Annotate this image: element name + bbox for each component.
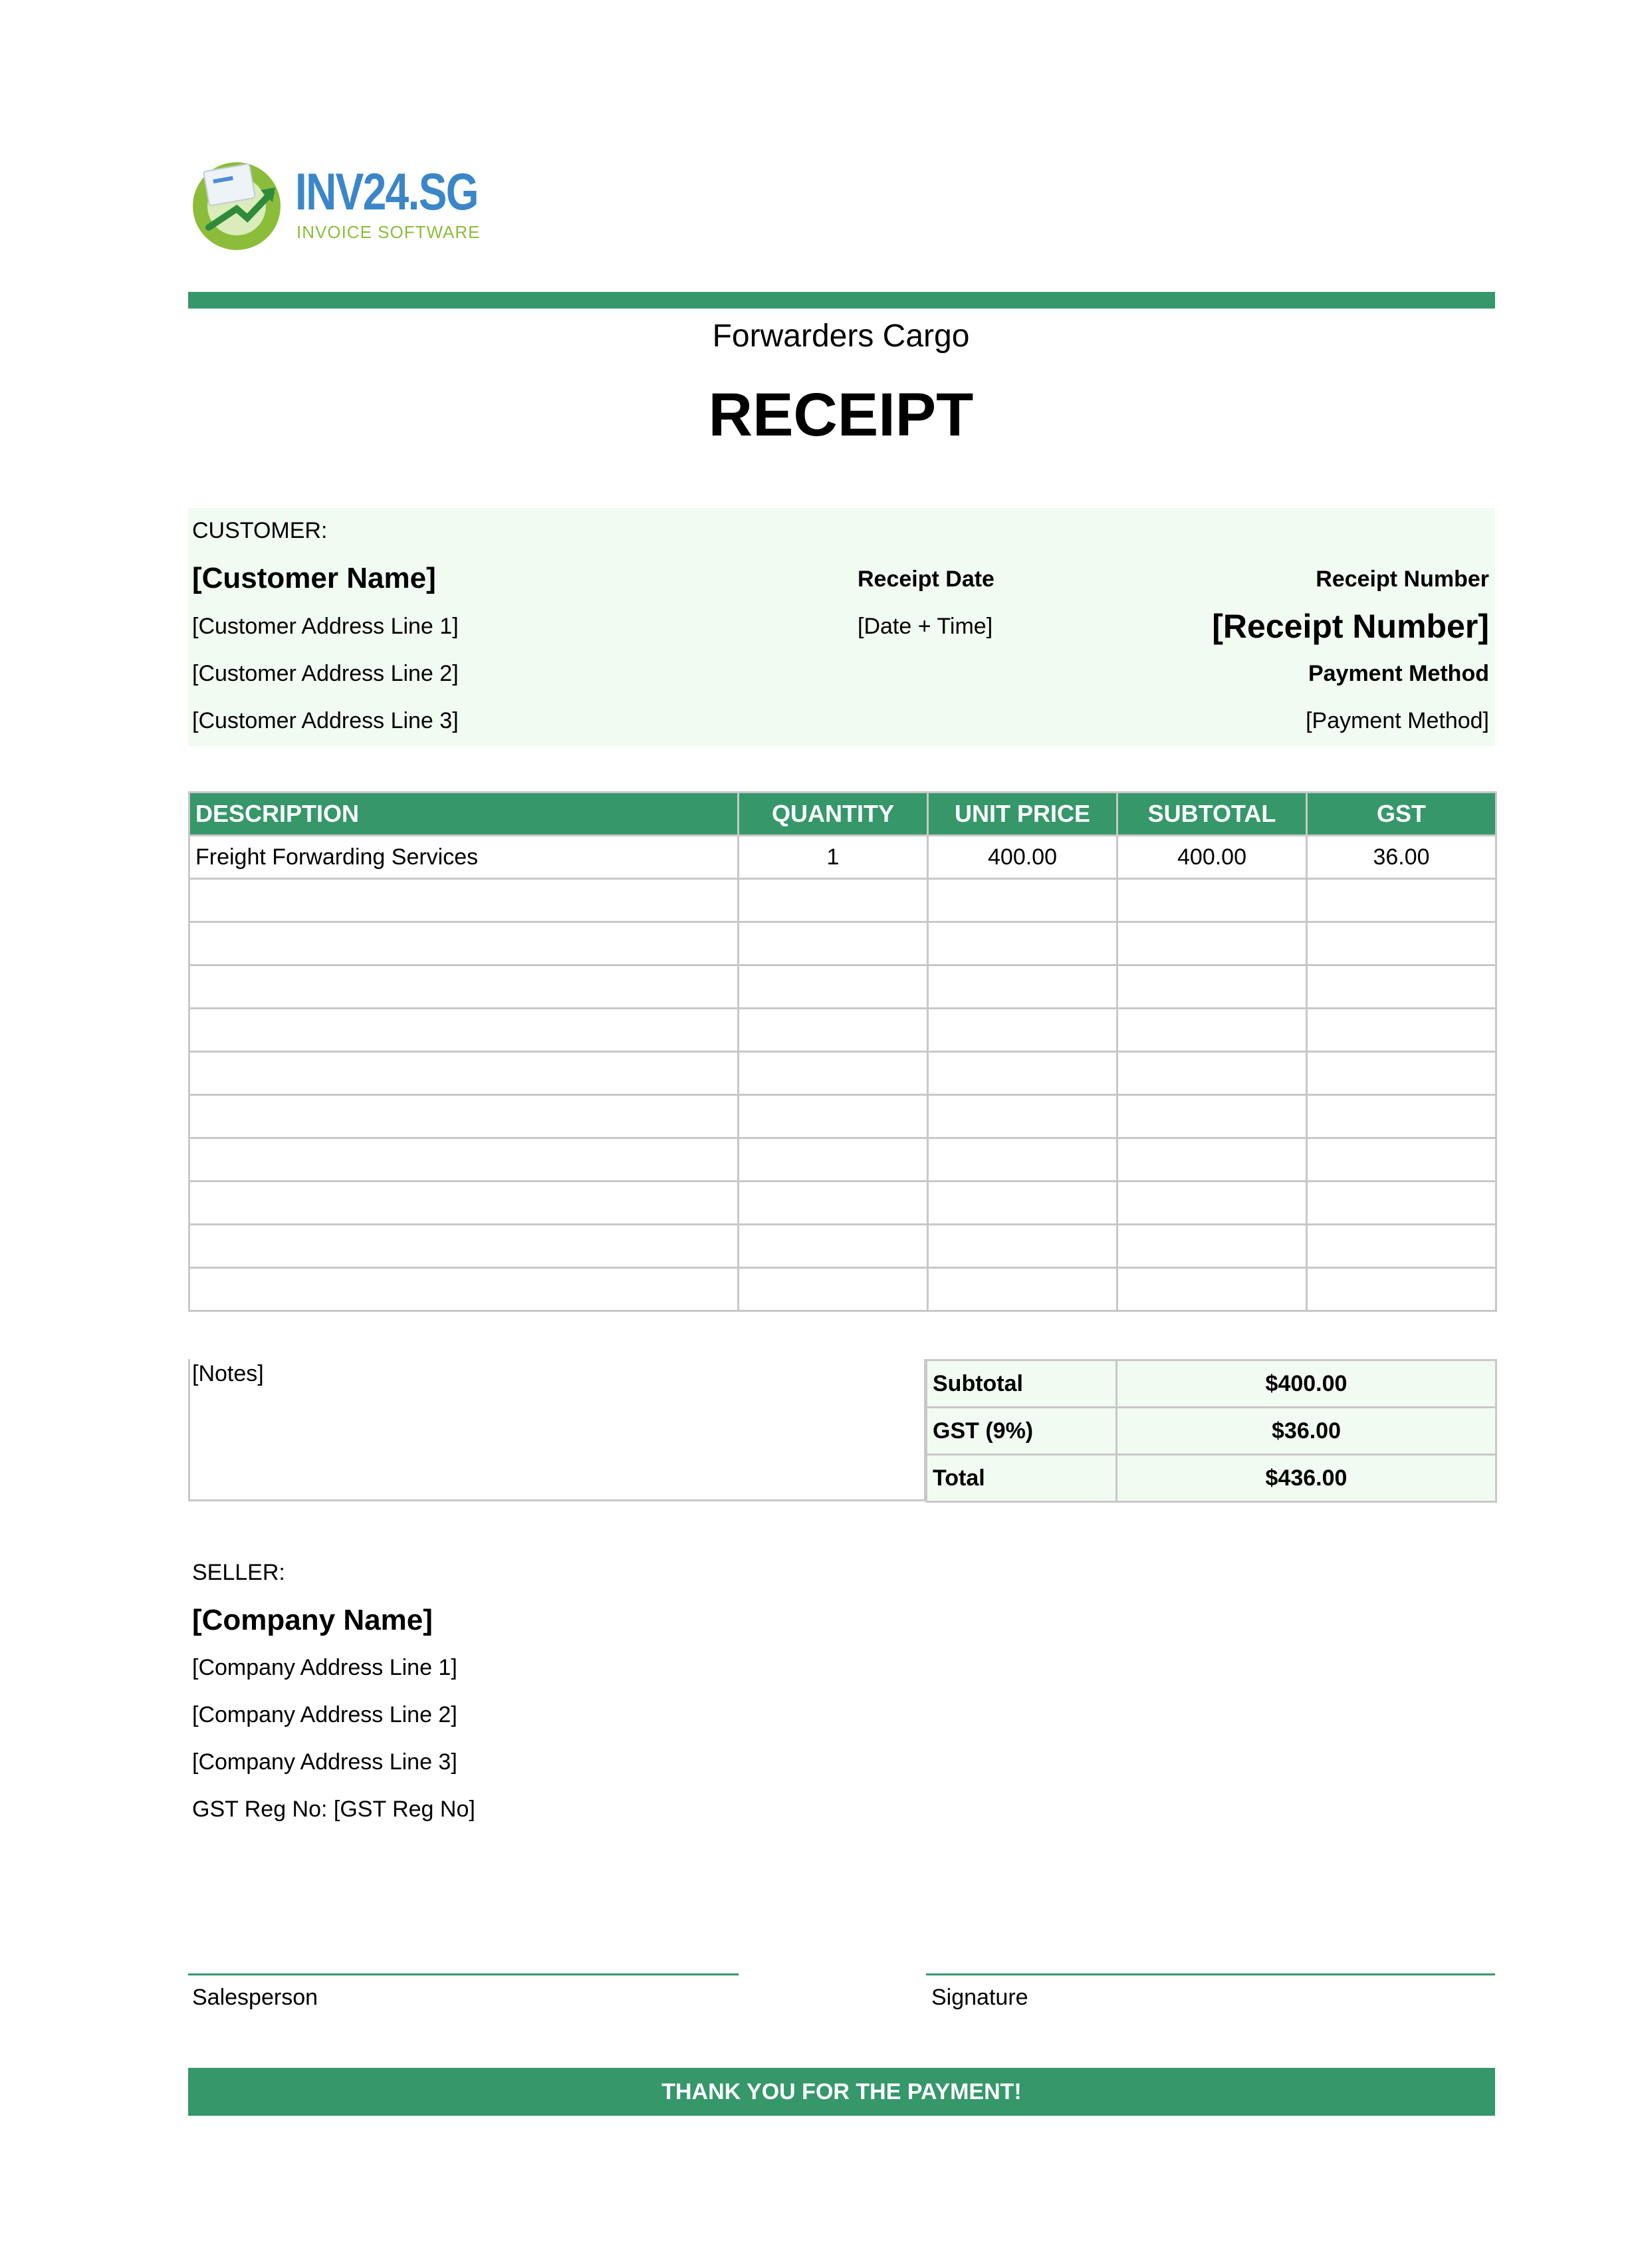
totals-value: $36.00 <box>1117 1408 1496 1455</box>
cell-quantity <box>739 1095 928 1138</box>
payment-method-value: [Payment Method] <box>1306 708 1489 733</box>
table-row <box>189 965 1496 1009</box>
cell-subtotal <box>1117 879 1307 922</box>
column-header-quantity: QUANTITY <box>739 793 928 836</box>
cell-subtotal <box>1117 922 1307 965</box>
cell-gst: 36.00 <box>1307 836 1496 879</box>
items-table <box>188 791 1497 1312</box>
table-row <box>189 1095 1496 1138</box>
cell-description <box>189 1095 739 1138</box>
cell-quantity <box>739 1182 928 1225</box>
cell-quantity <box>739 922 928 965</box>
cell-description <box>189 1225 739 1268</box>
seller-address-line-2: [Company Address Line 2] <box>192 1702 457 1727</box>
cell-quantity <box>739 1052 928 1095</box>
table-row <box>189 1182 1496 1225</box>
cell-quantity: 1 <box>739 836 928 879</box>
seller-gst-reg-no: GST Reg No: [GST Reg No] <box>192 1797 475 1822</box>
cell-quantity <box>739 879 928 922</box>
cell-gst <box>1307 1095 1496 1138</box>
receipt-date-label: Receipt Date <box>858 567 994 592</box>
customer-name: [Customer Name] <box>192 562 436 594</box>
salesperson-label: Salesperson <box>192 1985 318 2010</box>
cell-description <box>189 965 739 1009</box>
signature-label: Signature <box>931 1985 1028 2010</box>
cell-unit-price <box>928 1268 1117 1311</box>
footer-thank-you-bar: THANK YOU FOR THE PAYMENT! <box>188 2068 1495 2116</box>
receipt-number-label: Receipt Number <box>1316 567 1489 592</box>
cell-subtotal <box>1117 1182 1307 1225</box>
customer-address-line-3: [Customer Address Line 3] <box>192 708 459 733</box>
cell-quantity <box>739 1225 928 1268</box>
cell-unit-price <box>928 879 1117 922</box>
company-heading: Forwarders Cargo <box>712 318 970 354</box>
cell-gst <box>1307 1138 1496 1182</box>
cell-gst <box>1307 922 1496 965</box>
column-header-description: DESCRIPTION <box>189 793 739 836</box>
signature-line <box>926 1973 1495 1975</box>
seller-company-name: [Company Name] <box>192 1604 433 1636</box>
seller-label: SELLER: <box>192 1560 285 1585</box>
totals-table <box>925 1359 1497 1503</box>
cell-quantity <box>739 1268 928 1311</box>
table-row <box>189 1138 1496 1182</box>
cell-unit-price <box>928 965 1117 1009</box>
cell-description <box>189 1268 739 1311</box>
cell-unit-price <box>928 1225 1117 1268</box>
seller-address-line-1: [Company Address Line 1] <box>192 1655 457 1680</box>
cell-gst <box>1307 879 1496 922</box>
cell-unit-price <box>928 1009 1117 1052</box>
totals-row-total <box>927 1455 1496 1502</box>
cell-description <box>189 1138 739 1182</box>
cell-description <box>189 1182 739 1225</box>
cell-subtotal <box>1117 1268 1307 1311</box>
cell-subtotal: 400.00 <box>1117 836 1307 879</box>
table-row <box>189 1052 1496 1095</box>
cell-subtotal <box>1117 965 1307 1009</box>
totals-row-subtotal <box>927 1360 1496 1408</box>
cell-quantity <box>739 1138 928 1182</box>
cell-unit-price <box>928 922 1117 965</box>
notes-box <box>188 1359 926 1501</box>
cell-unit-price <box>928 1182 1117 1225</box>
totals-label: GST (9%) <box>927 1408 1117 1455</box>
totals-row-gst <box>927 1408 1496 1455</box>
cell-description <box>189 879 739 922</box>
totals-value: $400.00 <box>1117 1360 1496 1408</box>
table-row <box>189 836 1496 879</box>
logo-brand: INV24.SG <box>295 162 478 221</box>
cell-description <box>189 922 739 965</box>
column-header-unit-price: UNIT PRICE <box>928 793 1117 836</box>
totals-label: Total <box>927 1455 1117 1502</box>
cell-description <box>189 1052 739 1095</box>
salesperson-signature-line <box>188 1973 739 1975</box>
cell-unit-price <box>928 1052 1117 1095</box>
cell-subtotal <box>1117 1052 1307 1095</box>
payment-method-label: Payment Method <box>1308 661 1489 686</box>
cell-subtotal <box>1117 1009 1307 1052</box>
customer-address-line-2: [Customer Address Line 2] <box>192 661 459 686</box>
column-header-subtotal: SUBTOTAL <box>1117 793 1307 836</box>
cell-subtotal <box>1117 1225 1307 1268</box>
totals-label: Subtotal <box>927 1360 1117 1408</box>
cell-subtotal <box>1117 1095 1307 1138</box>
customer-address-line-1: [Customer Address Line 1] <box>192 614 459 639</box>
cell-quantity <box>739 1009 928 1052</box>
table-header-row <box>189 793 1496 836</box>
logo-tagline: INVOICE SOFTWARE <box>296 222 481 242</box>
receipt-date-value: [Date + Time] <box>858 614 993 639</box>
table-row <box>189 1225 1496 1268</box>
table-row <box>189 1009 1496 1052</box>
cell-gst <box>1307 1052 1496 1095</box>
receipt-number-value: [Receipt Number] <box>1212 608 1489 645</box>
cell-gst <box>1307 965 1496 1009</box>
cell-gst <box>1307 1225 1496 1268</box>
cell-unit-price: 400.00 <box>928 836 1117 879</box>
cell-description <box>189 1009 739 1052</box>
totals-value: $436.00 <box>1117 1455 1496 1502</box>
seller-address-line-3: [Company Address Line 3] <box>192 1749 457 1775</box>
cell-subtotal <box>1117 1138 1307 1182</box>
top-accent-bar <box>188 292 1495 309</box>
cell-unit-price <box>928 1138 1117 1182</box>
cell-description: Freight Forwarding Services <box>189 836 739 879</box>
table-row <box>189 879 1496 922</box>
page-title: RECEIPT <box>708 381 974 449</box>
customer-label: CUSTOMER: <box>192 518 328 543</box>
table-row <box>189 922 1496 965</box>
table-row <box>189 1268 1496 1311</box>
cell-unit-price <box>928 1095 1117 1138</box>
cell-gst <box>1307 1268 1496 1311</box>
notes-text: [Notes] <box>192 1361 264 1386</box>
cell-quantity <box>739 965 928 1009</box>
cell-gst <box>1307 1009 1496 1052</box>
cell-gst <box>1307 1182 1496 1225</box>
column-header-gst: GST <box>1307 793 1496 836</box>
